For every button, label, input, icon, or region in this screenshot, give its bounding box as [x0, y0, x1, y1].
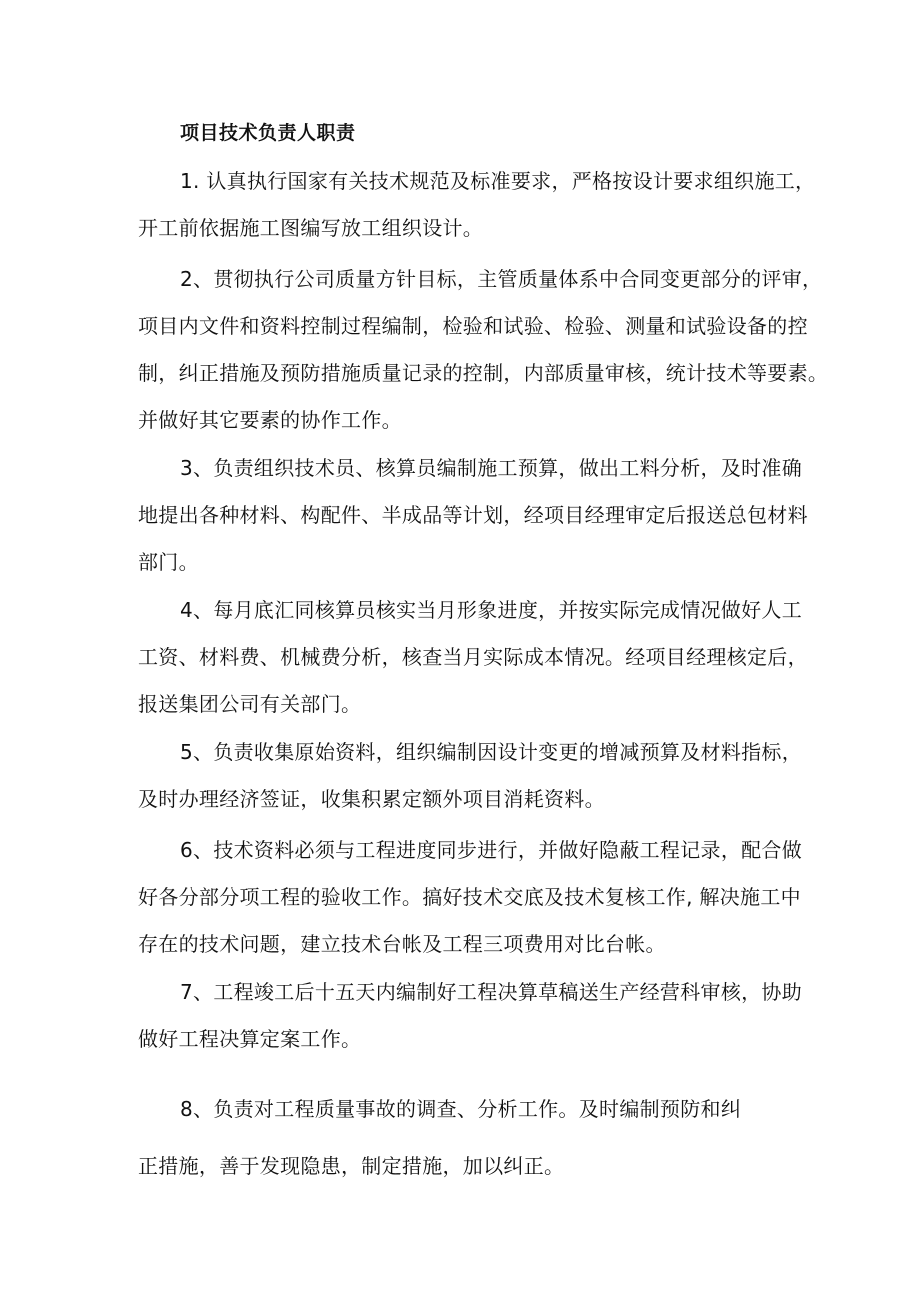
paragraph-2 [138, 256, 829, 444]
paragraph-line: 3、负责组织技术员、核算员编制施工预算，做出工料分析，及时准确 [180, 456, 803, 480]
paragraph-3 [138, 445, 818, 586]
paragraph-line: 工资、材料费、机械费分析，核查当月实际成本情况。经项目经理核定后， [138, 645, 808, 669]
paragraph-line: 部门。 [138, 550, 199, 574]
paragraph-5 [138, 729, 818, 823]
paragraph-line: 2、贯彻执行公司质量方针目标，主管质量体系中合同变更部分的评审， [180, 267, 823, 291]
paragraph-line: 7、工程竣工后十五天内编制好工程决算草稿送生产经营科审核，协助 [180, 980, 803, 1004]
paragraph-line: 正措施，善于发现隐患，制定措施，加以纠正。 [138, 1154, 565, 1178]
paragraph-8 [138, 1086, 818, 1133]
paragraph-line: 开工前依据施工图编写放工组织设计。 [138, 216, 484, 240]
paragraph-line: 报送集团公司有关部门。 [138, 692, 362, 716]
paragraph-line: 做好工程决算定案工作。 [138, 1027, 362, 1051]
paragraph-line: 制，纠正措施及预防措施质量记录的控制，内部质量审核，统计技术等要素。 [138, 361, 829, 385]
paragraph-4 [138, 587, 818, 728]
paragraph-line: 6、技术资料必须与工程进度同步进行，并做好隐蔽工程记录，配合做 [180, 838, 803, 862]
paragraph-line: 1. 认真执行国家有关技术规范及标准要求，严格按设计要求组织施工， [180, 169, 816, 193]
paragraph-line: 8、负责对工程质量事故的调查、分析工作。及时编制预防和纠 [180, 1097, 742, 1121]
paragraph-line: 并做好其它要素的协作工作。 [138, 408, 402, 432]
paragraph-line: 4、每月底汇同核算员核实当月形象进度，并按实际完成情况做好人工 [180, 598, 803, 622]
paragraph-line: 及时办理经济签证，收集积累定额外项目消耗资料。 [138, 787, 605, 811]
paragraph-line: 存在的技术问题，建立技术台帐及工程三项费用对比台帐。 [138, 932, 666, 956]
paragraph-line: 项目内文件和资料控制过程编制，检验和试验、检验、测量和试验设备的控 [138, 314, 808, 338]
document-title: 项目技术负责人职责 [180, 122, 356, 144]
paragraph-1 [138, 158, 818, 252]
paragraph-line: 好各分部分项工程的验收工作。搞好技术交底及技术复核工作, 解决施工中 [138, 885, 801, 909]
paragraph-line: 地提出各种材料、构配件、半成品等计划，经项目经理审定后报送总包材料 [138, 503, 808, 527]
paragraph-8-continuation [138, 1143, 818, 1190]
paragraph-7 [138, 969, 818, 1063]
paragraph-line: 5、负责收集原始资料，组织编制因设计变更的增减预算及材料指标， [180, 740, 803, 764]
paragraph-6 [138, 827, 818, 968]
